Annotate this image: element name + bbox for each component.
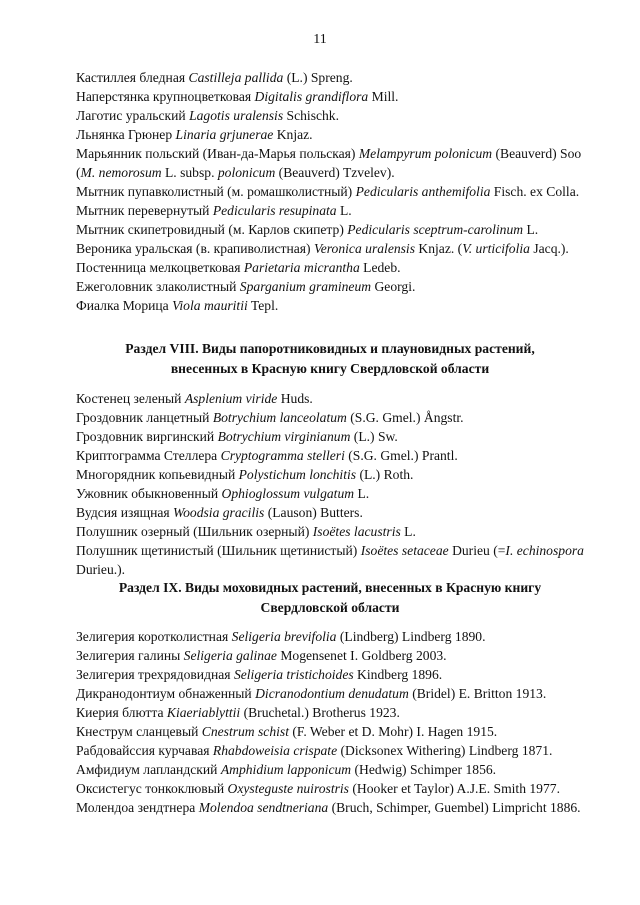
species-entry — [76, 408, 596, 427]
latin-name: V. urticifolia — [462, 241, 530, 256]
species-list-flowering — [76, 68, 596, 315]
latin-name: I. echinospora — [505, 543, 584, 558]
latin-name: Asplenium viride — [184, 391, 278, 406]
russian-name: Кнеструм сланцевый — [76, 724, 202, 739]
russian-name: Ужовник обыкновенный — [76, 486, 222, 501]
latin-name: M. nemorosum — [80, 165, 162, 180]
latin-name: Digitalis grandiflora — [254, 89, 369, 104]
authority-text: Ledeb. — [359, 260, 401, 275]
section-heading-ix-line1: Раздел IX. Виды моховидных растений, внесенных в Красную книгу — [118, 580, 542, 595]
latin-name: Melampyrum polonicum — [358, 146, 493, 161]
russian-name: Вероника уральская (в. крапиволистная) — [76, 241, 314, 256]
species-entry — [76, 106, 596, 125]
authority-text: (S.G. Gmel.) Prantl. — [344, 448, 458, 463]
latin-name: Pedicularis sceptrum-carolinum — [347, 222, 524, 237]
species-entry — [76, 87, 596, 106]
species-entry — [76, 703, 596, 722]
latin-name: Polystichum lonchitis — [238, 467, 357, 482]
russian-name: Льнянка Грюнер — [76, 127, 176, 142]
authority-text: Knjaz. — [273, 127, 313, 142]
russian-name: Мытник перевернутый — [76, 203, 213, 218]
authority-text: (Bruchetal.) Brotherus 1923. — [240, 705, 400, 720]
species-entry — [76, 427, 596, 446]
section-heading-viii-line2: внесенных в Красную книгу Свердловской области — [170, 361, 490, 376]
latin-name: Linaria grjunerae — [175, 127, 274, 142]
authority-text: (Bridel) E. Britton 1913. — [408, 686, 547, 701]
species-entry — [76, 465, 596, 484]
russian-name: Ежеголовник злаколистный — [76, 279, 240, 294]
section-heading-viii-line1: Раздел VIII. Виды папоротниковидных и плауновидных растений, — [125, 341, 535, 356]
species-entry — [76, 446, 596, 465]
russian-name: Киерия блютта — [76, 705, 167, 720]
russian-name: Зелигерия трехрядовидная — [76, 667, 234, 682]
authority-text: (L.) Sw. — [350, 429, 398, 444]
latin-name: Oxysteguste nuirostris — [227, 781, 349, 796]
authority-text: Fisch. ex Colla. — [490, 184, 580, 199]
latin-name: Woodsia gracilis — [173, 505, 265, 520]
russian-name: Многорядник копьевидный — [76, 467, 239, 482]
russian-name: Полушник озерный (Шильник озерный) — [76, 524, 313, 539]
authority-text: Knjaz. ( — [415, 241, 463, 256]
authority-text: Durieu.). — [76, 562, 126, 577]
species-entry — [76, 277, 596, 296]
page-number: 11 — [313, 32, 327, 47]
species-entry — [76, 798, 596, 817]
latin-name: Amphidium lapponicum — [220, 762, 352, 777]
authority-text: (Lauson) Butters. — [264, 505, 363, 520]
species-entry — [76, 68, 596, 87]
russian-name: Постенница мелкоцветковая — [76, 260, 244, 275]
latin-name: Pedicularis resupinata — [212, 203, 337, 218]
russian-name: Молендоа зендтнера — [76, 800, 199, 815]
russian-name: Вудсия изящная — [76, 505, 174, 520]
authority-text: (Bruch, Schimper, Guembel) Limpricht 1886. — [328, 800, 581, 815]
authority-text: (Beauverd) Tzvelev). — [275, 165, 395, 180]
russian-name: Амфидиум лапландский — [76, 762, 221, 777]
russian-name: Криптограмма Стеллера — [76, 448, 221, 463]
latin-name: Kiaeriablyttii — [166, 705, 241, 720]
authority-text: L. — [354, 486, 370, 501]
section-heading-ix — [60, 578, 600, 618]
latin-name: Castilleja pallida — [188, 70, 284, 85]
authority-text: L. — [336, 203, 352, 218]
authority-text: Georgi. — [371, 279, 416, 294]
species-entry — [76, 201, 596, 220]
species-entry — [76, 182, 596, 201]
species-entry — [76, 258, 596, 277]
latin-name: Pedicularis anthemifolia — [355, 184, 491, 199]
section-heading-viii — [60, 339, 600, 379]
russian-name: Мытник пупавколистный (м. ромашколистный) — [76, 184, 356, 199]
latin-name: Isoëtes setaceae — [360, 543, 449, 558]
species-entry — [76, 239, 596, 258]
russian-name: Оксистегус тонкоклювый — [76, 781, 228, 796]
species-entry — [76, 144, 596, 182]
species-entry — [76, 684, 596, 703]
latin-name: Lagotis uralensis — [189, 108, 284, 123]
authority-text: L. subsp. — [161, 165, 218, 180]
authority-text: (L.) Spreng. — [283, 70, 353, 85]
latin-name: Sparganium gramineum — [239, 279, 372, 294]
authority-text: Mogensenet I. Goldberg 2003. — [276, 648, 447, 663]
authority-text: (F. Weber et D. Mohr) I. Hagen 1915. — [288, 724, 498, 739]
russian-name: Зелигерия коротколистная — [76, 629, 232, 644]
species-entry — [76, 779, 596, 798]
authority-text: (S.G. Gmel.) Ångstr. — [346, 410, 464, 425]
latin-name: Ophioglossum vulgatum — [221, 486, 355, 501]
russian-name: Зелигерия галины — [76, 648, 184, 663]
species-entry — [76, 125, 596, 144]
latin-name: Isoëtes lacustris — [312, 524, 401, 539]
authority-text: (Lindberg) Lindberg 1890. — [336, 629, 486, 644]
russian-name: Мытник скипетровидный (м. Карлов скипетр) — [76, 222, 348, 237]
latin-name: Seligeria galinae — [183, 648, 277, 663]
authority-text: L. — [523, 222, 539, 237]
russian-name: Дикранодонтиум обнаженный — [76, 686, 256, 701]
russian-name: Рабдовайссия курчавая — [76, 743, 213, 758]
russian-name: Фиалка Морица — [76, 298, 173, 313]
authority-text: Kindberg 1896. — [353, 667, 443, 682]
latin-name: Dicranodontium denudatum — [255, 686, 409, 701]
russian-name: Гроздовник виргинский — [76, 429, 218, 444]
russian-name: Лаготис уральский — [76, 108, 190, 123]
species-entry — [76, 741, 596, 760]
species-entry — [76, 722, 596, 741]
latin-name: Parietaria micrantha — [243, 260, 360, 275]
species-entry — [76, 296, 596, 315]
authority-text: L. — [400, 524, 416, 539]
latin-name: Molendoa sendtneriana — [198, 800, 329, 815]
russian-name: Кастиллея бледная — [76, 70, 189, 85]
authority-text: (L.) Roth. — [356, 467, 414, 482]
authority-text: Schischk. — [283, 108, 340, 123]
latin-name: Viola mauritii — [172, 298, 248, 313]
latin-name: Veronica uralensis — [313, 241, 416, 256]
authority-text: (Hooker et Taylor) A.J.E. Smith 1977. — [348, 781, 560, 796]
authority-text: Jacq.). — [529, 241, 569, 256]
species-entry — [76, 627, 596, 646]
authority-text: Tepl. — [247, 298, 279, 313]
authority-text: (Dicksonex Withering) Lindberg 1871. — [337, 743, 553, 758]
species-entry — [76, 541, 596, 579]
latin-name: Botrychium lanceolatum — [212, 410, 347, 425]
species-entry — [76, 760, 596, 779]
species-entry — [76, 522, 596, 541]
authority-text: Mill. — [368, 89, 399, 104]
russian-name: Наперстянка крупноцветковая — [76, 89, 255, 104]
latin-name: Cnestrum schist — [201, 724, 289, 739]
authority-text: Durieu (= — [448, 543, 506, 558]
latin-name: Botrychium virginianum — [217, 429, 351, 444]
species-entry — [76, 389, 596, 408]
species-entry — [76, 646, 596, 665]
authority-text: (Beauverd) Soo ( — [76, 146, 582, 180]
latin-name: Cryptogramma stelleri — [220, 448, 345, 463]
species-entry — [76, 220, 596, 239]
species-list-ferns — [76, 389, 596, 579]
species-entry — [76, 503, 596, 522]
latin-name: Seligeria brevifolia — [231, 629, 337, 644]
latin-name: Rhabdoweisia crispate — [212, 743, 338, 758]
russian-name: Гроздовник ланцетный — [76, 410, 213, 425]
species-entry — [76, 484, 596, 503]
russian-name: Костенец зеленый — [76, 391, 185, 406]
section-heading-ix-line2: Свердловской области — [260, 600, 400, 615]
russian-name: Марьянник польский (Иван-да-Марья польская) — [76, 146, 359, 161]
authority-text: Huds. — [277, 391, 313, 406]
species-entry — [76, 665, 596, 684]
russian-name: Полушник щетинистый (Шильник щетинистый) — [76, 543, 361, 558]
latin-name: Seligeria tristichoides — [233, 667, 354, 682]
authority-text: (Hedwig) Schimper 1856. — [351, 762, 497, 777]
latin-name: polonicum — [217, 165, 276, 180]
species-list-mosses — [76, 627, 596, 817]
